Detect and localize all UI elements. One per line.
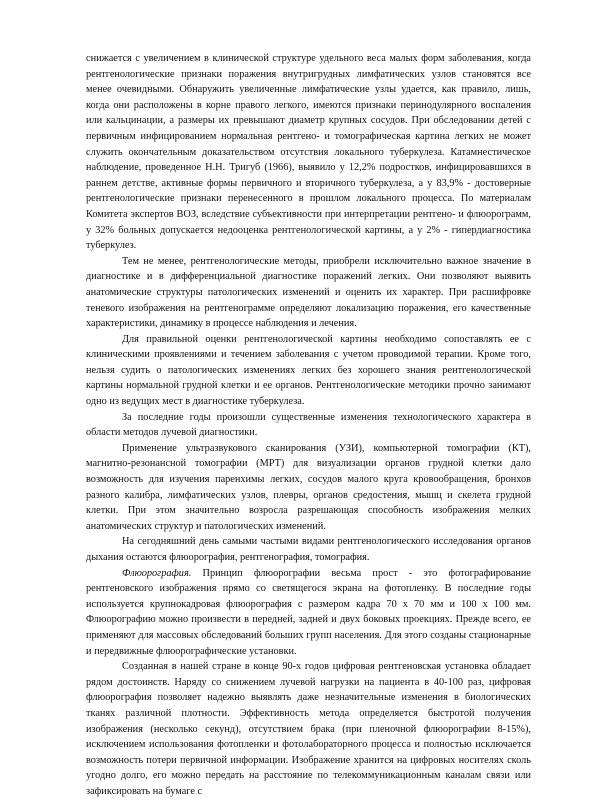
paragraph-8: Созданная в нашей стране в конце 90-х годов цифровая рентгеновская установка обладает рядом достоинств. Наряду со снижением лучевой нагрузки на пациента в 40-100 раз, цифровая флюорография позволяет надежно выявлять даже незначительные изменения в биологических тканях различной плотности. Эффективность метода определяется быстротой получения изображения (несколько секунд), отсутствием брака (при пленочной флюорографии 8-15%), исключением использования фотопленки и фотолабораторного процесса и полностью исключается возможность потери первичной информации. Изображение хранится на цифровых носителях сколь угодно долго, его можно передать на расстояние по телекоммуникационным каналам связи или зафиксировать на бумаге с bbox=[86, 661, 531, 797]
paragraph-6: На сегодняшний день самыми частыми видами рентгенологического исследования органов дыхания остаются флюорография, рентгенография, томография. bbox=[86, 536, 531, 563]
paragraph-3: Для правильной оценки рентгенологической картины необходимо сопоставлять ее с клиническими проявлениями и течением заболевания с учетом проводимой терапии. Кроме того, нельзя судить о патологических изменениях легких без хорошего знания рентгенологической картины нормальной грудной клетки и ее органов. Рентгенологические методики прочно занимают одно из ведущих мест в диагностике туберкулеза. bbox=[86, 333, 531, 408]
fluorography-heading: Флюорография. bbox=[122, 567, 192, 579]
paragraph-4: За последние годы произошли существенные изменения технологического характера в области методов лучевой диагностики. bbox=[86, 411, 531, 439]
paragraph-fluorography bbox=[86, 566, 531, 660]
fluorography-text: Принцип флюорографии весьма прост - это фотографирование рентгеновского изображения прямо со светящегося экрана на фотопленку. В последние годы используется крупнокадровая флюорография с размером кадра 70 х 70 мм и 100 х 100 мм. Флюорографию можно произвести в передней, задней и двух боковых проекциях. Прежде всего, ее применяют для массовых обследований больших групп населения. Для этого созданы стационарные и передвижные флюорографические установки. bbox=[86, 567, 531, 657]
document-page bbox=[86, 51, 531, 800]
paragraph-2: Тем не менее, рентгенологические методы, приобрели исключительно важное значение в диагностике и в дифференциальной диагностике поражений легких. Они позволяют выявить анатомические структуры патологических изменений и оценить их характер. При расшифровке теневого изображения на рентгенограмме определяют локализацию поражения, его качественные характеристики, динамику в процессе наблюдения и лечения. bbox=[86, 255, 531, 330]
paragraph-1: снижается с увеличением в клинической структуре удельного веса малых форм заболевания, когда рентгенологические признаки поражения внутригрудных лимфатических узлов становятся все менее очевидными. Обнаружить увеличенные лимфатические узлы удается, как правило, лишь, когда они расположены в корне правого легкого, имеются признаки перинодулярного воспаления или кальцинации, а размеры их превышают диаметр крупных сосудов. При обследовании детей с первичным инфицированием нормальная рентгено- и томографическая картина легких не может служить окончательным доказательством отсутствия локального туберкулеза. Катамнестическое наблюдение, проведенное Н.Н. Тригуб (1966), выявило у 12,2% подростков, инфицировавшихся в раннем детстве, активные формы первичного и вторичного туберкулеза, а у 83,9% - достоверные рентгенологические признаки перенесенного в прошлом локального процесса. По материалам Комитета экспертов ВОЗ, вследствие субъективности при интерпретации рентгено- и флюорограмм, у 32% больных допускается недооценка рентгенологической картины, а у 2% - гипердиагностика туберкулез. bbox=[86, 53, 531, 252]
paragraph-5: Применение ультразвукового сканирования (УЗИ), компьютерной томографии (КТ), магнитно-резонансной томографии (МРТ) для визуализации органов грудной клетки дало возможность для изучения паренхимы легких, сосудов малого круга кровообращения, бронхов разного калибра, лимфатических узлов, плевры, органов средостения, мышц и скелета грудной клетки. При этом значительно возросла разрешающая способность изображения мелких анатомических структур и патологических изменений. bbox=[86, 442, 531, 532]
